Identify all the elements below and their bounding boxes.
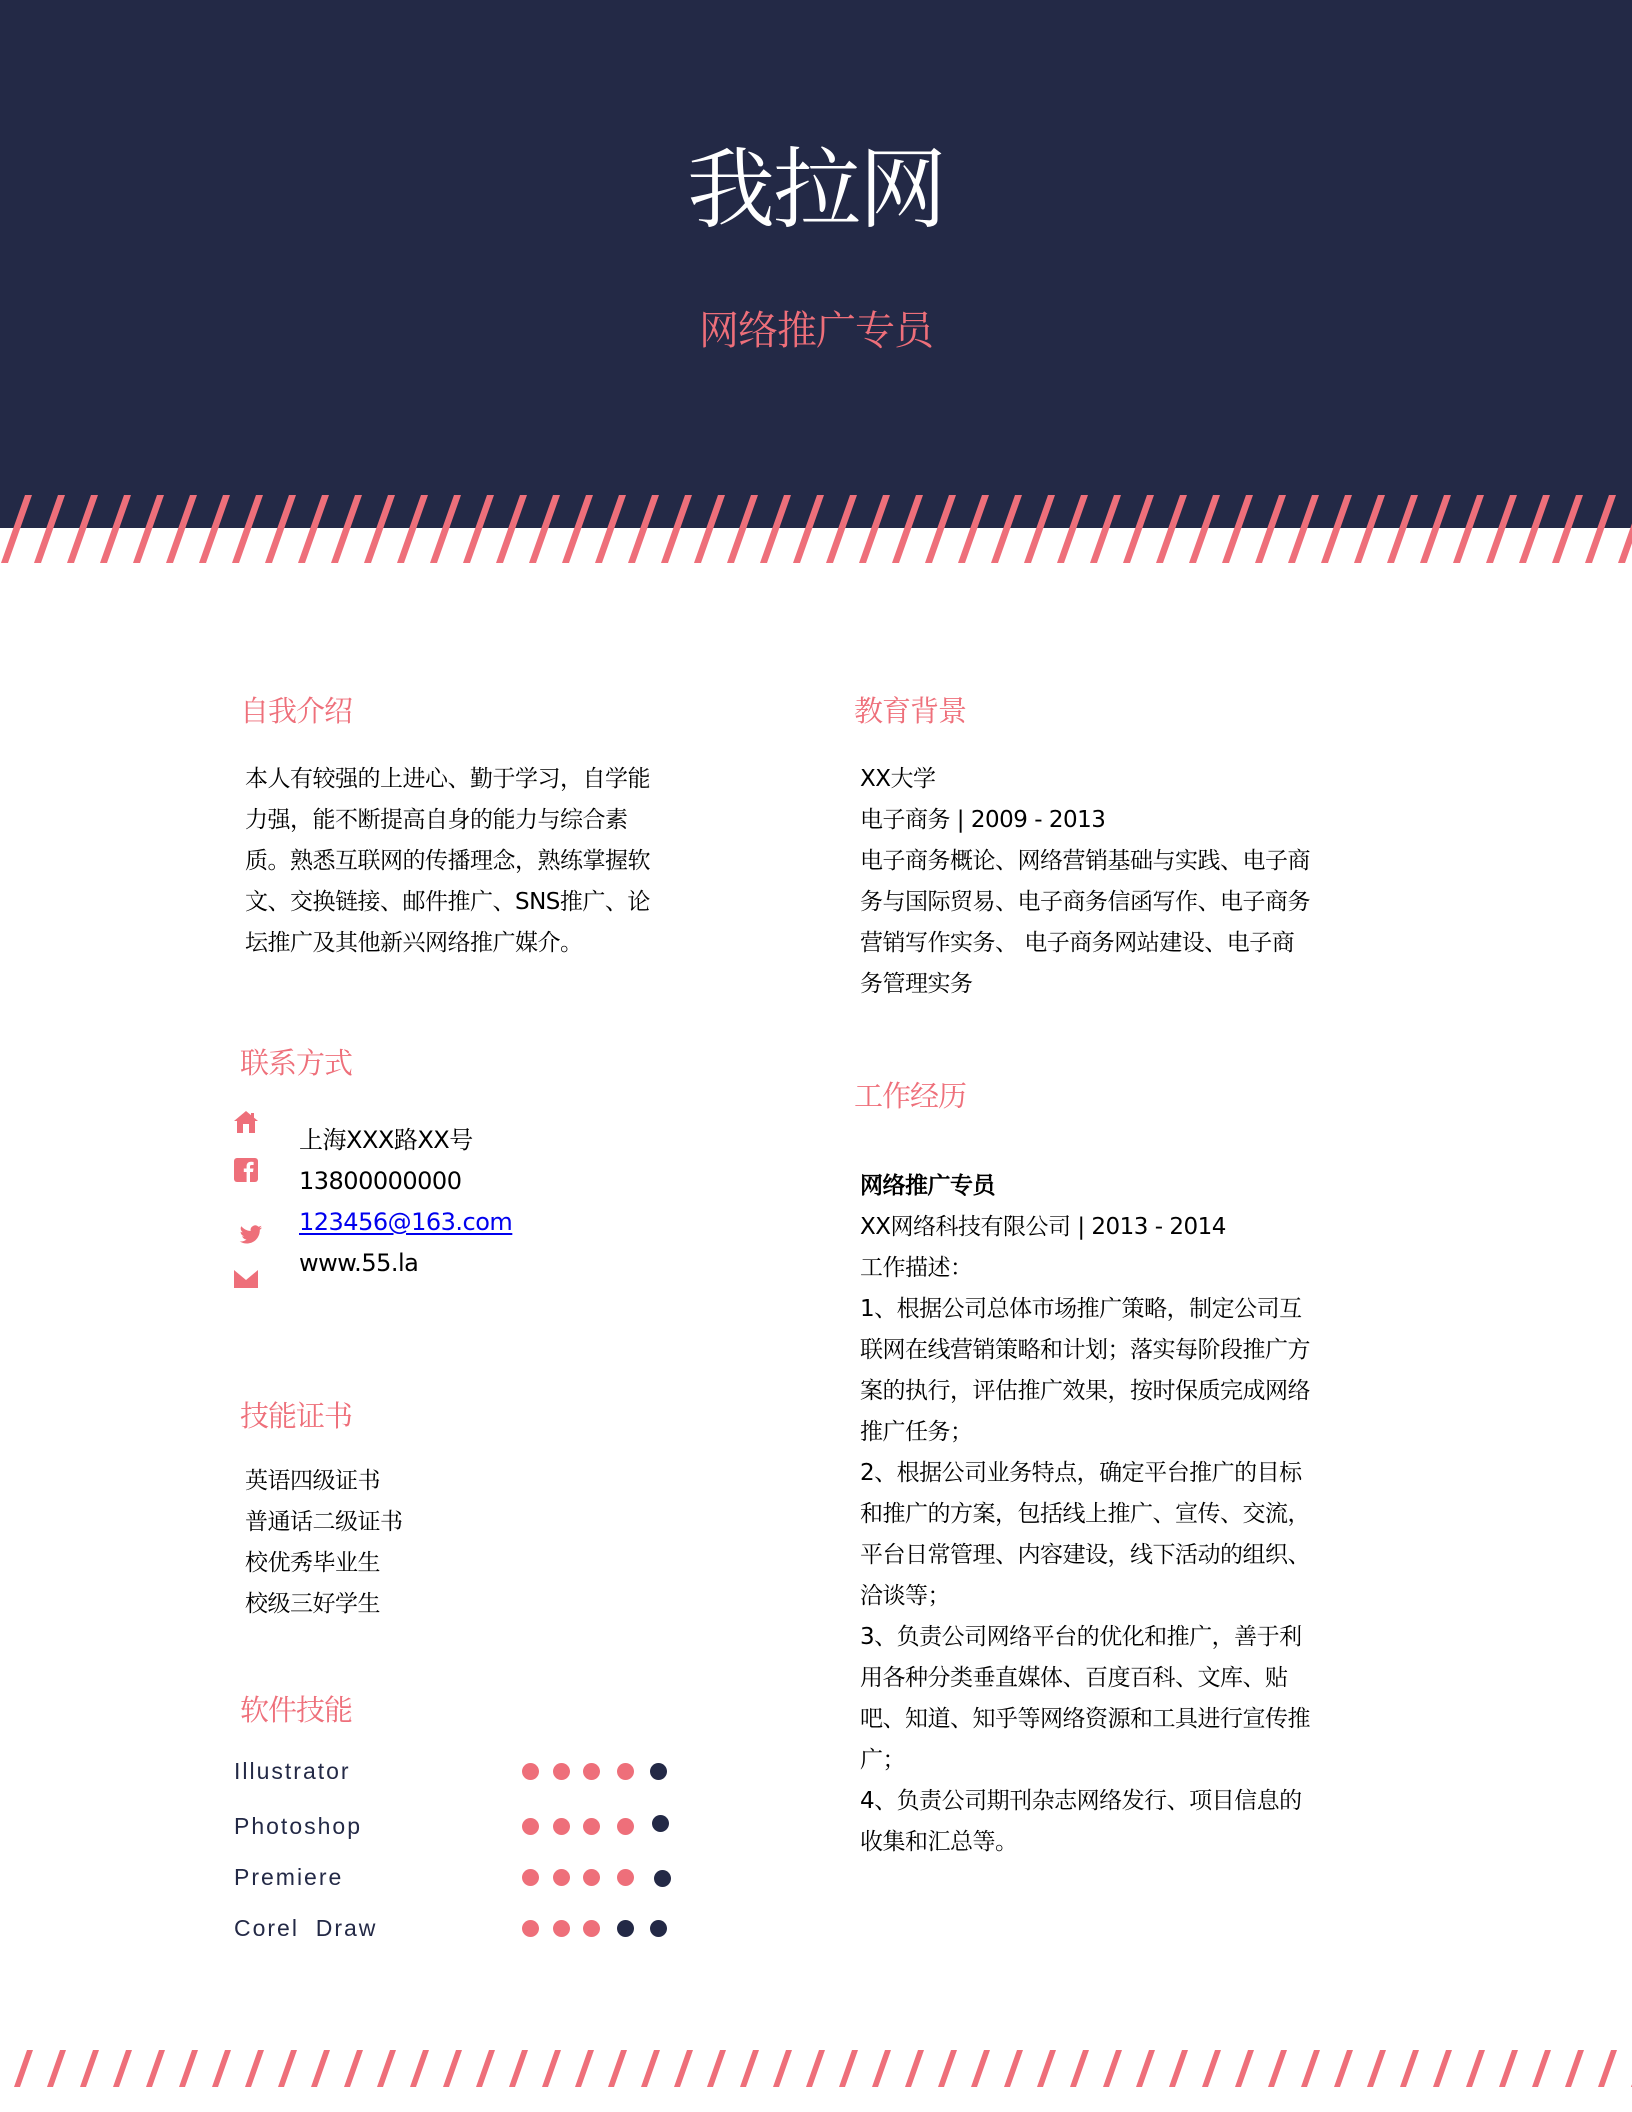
work-desc-line: 3、负责公司网络平台的优化和推广，善于利 — [860, 1624, 1302, 1650]
education-course-line: 务管理实务 — [860, 971, 973, 997]
education-course-line: 电子商务概论、网络营销基础与实践、电子商 — [860, 848, 1310, 874]
education-details — [860, 759, 1360, 1005]
work-desc-line: 案的执行，评估推广效果，按时保质完成网络 — [860, 1378, 1310, 1404]
intro-line: 本人有较强的上进心、勤于学习，自学能 — [245, 766, 650, 792]
skill-level-dot-empty — [654, 1870, 671, 1887]
contact-address: 上海XXX路XX号 — [299, 1126, 473, 1154]
software-skill-label: Corel Draw — [234, 1915, 378, 1941]
skill-level-dot-filled — [522, 1763, 539, 1780]
certificates-heading: 技能证书 — [240, 1399, 353, 1433]
skill-level-dot-filled — [522, 1869, 539, 1886]
work-desc-line: 2、根据公司业务特点，确定平台推广的目标 — [860, 1460, 1302, 1486]
skill-level-dot-filled — [617, 1818, 634, 1835]
software-skill-label: Photoshop — [234, 1813, 362, 1839]
software-skill-label: Illustrator — [234, 1758, 351, 1784]
skill-level-dot-filled — [553, 1763, 570, 1780]
home-icon — [233, 1109, 259, 1135]
skill-level-dot-filled — [583, 1920, 600, 1937]
skill-level-dot-filled — [553, 1920, 570, 1937]
contact-phone: 13800000000 — [299, 1167, 462, 1195]
twitter-icon[interactable] — [238, 1222, 264, 1248]
skill-level-dot-filled — [553, 1869, 570, 1886]
skill-level-dot-filled — [522, 1920, 539, 1937]
intro-line: 坛推广及其他新兴网络推广媒介。 — [245, 930, 583, 956]
work-heading: 工作经历 — [854, 1079, 967, 1113]
software-skill-row — [234, 1913, 694, 1943]
work-desc-line: 平台日常管理、内容建设，线下活动的组织、 — [860, 1542, 1310, 1568]
skill-level-dot-filled — [617, 1869, 634, 1886]
contact-email-link[interactable]: 123456@163.com — [299, 1208, 513, 1236]
education-heading: 教育背景 — [854, 694, 967, 728]
work-desc-line: 收集和汇总等。 — [860, 1829, 1018, 1855]
software-skill-label: Premiere — [234, 1864, 344, 1890]
header-band — [0, 0, 1632, 528]
resume-job-title: 网络推广专员 — [699, 308, 933, 354]
skill-level-dot-empty — [650, 1920, 667, 1937]
intro-line: 质。熟悉互联网的传播理念，熟练掌握软 — [245, 848, 650, 874]
work-details — [860, 1166, 1360, 1863]
certificate-item: 普通话二级证书 — [245, 1509, 403, 1535]
software-skill-row — [234, 1756, 694, 1786]
work-desc-line: 4、负责公司期刊杂志网络发行、项目信息的 — [860, 1788, 1302, 1814]
certificate-item: 校优秀毕业生 — [245, 1550, 380, 1576]
work-desc-line: 洽谈等； — [860, 1583, 950, 1609]
education-major-period: 电子商务 | 2009 - 2013 — [860, 807, 1106, 833]
work-company-period: XX网络科技有限公司 | 2013 - 2014 — [860, 1214, 1226, 1240]
skill-level-dot-filled — [522, 1818, 539, 1835]
mail-icon[interactable] — [233, 1266, 259, 1292]
education-school: XX大学 — [860, 766, 936, 792]
top-stripe-decoration — [0, 495, 1632, 563]
intro-line: 文、交换链接、邮件推广、SNS推广、论 — [245, 889, 650, 915]
work-desc-line: 联网在线营销策略和计划；落实每阶段推广方 — [860, 1337, 1310, 1363]
skill-level-dot-filled — [583, 1869, 600, 1886]
education-course-line: 务与国际贸易、电子商务信函写作、电子商务 — [860, 889, 1310, 915]
skill-level-dot-filled — [583, 1763, 600, 1780]
intro-text — [245, 759, 705, 964]
software-heading: 软件技能 — [240, 1693, 353, 1727]
software-skill-row — [234, 1811, 694, 1841]
work-description — [860, 1289, 1360, 1863]
software-skill-row — [234, 1862, 694, 1892]
skill-level-dot-filled — [617, 1763, 634, 1780]
certificates-list — [245, 1461, 645, 1625]
skill-level-dot-empty — [652, 1815, 669, 1832]
facebook-icon[interactable] — [233, 1157, 259, 1183]
bottom-stripe-decoration — [0, 2050, 1632, 2087]
certificate-item: 校级三好学生 — [245, 1591, 380, 1617]
intro-heading: 自我介绍 — [240, 694, 353, 728]
contact-website: www.55.la — [299, 1249, 419, 1277]
work-desc-line: 推广任务； — [860, 1419, 973, 1445]
work-position: 网络推广专员 — [860, 1173, 995, 1199]
skill-level-dot-filled — [583, 1818, 600, 1835]
work-desc-line: 和推广的方案，包括线上推广、宣传、交流， — [860, 1501, 1310, 1527]
skill-level-dot-empty — [617, 1920, 634, 1937]
intro-line: 力强，能不断提高自身的能力与综合素 — [245, 807, 628, 833]
work-desc-line: 广； — [860, 1747, 905, 1773]
contact-heading: 联系方式 — [240, 1046, 353, 1080]
work-desc-label: 工作描述： — [860, 1255, 973, 1281]
work-desc-line: 1、根据公司总体市场推广策略，制定公司互 — [860, 1296, 1302, 1322]
certificate-item: 英语四级证书 — [245, 1468, 380, 1494]
resume-name: 我拉网 — [686, 138, 945, 241]
education-course-line: 营销写作实务、 电子商务网站建设、电子商 — [860, 930, 1295, 956]
work-desc-line: 用各种分类垂直媒体、百度百科、文库、贴 — [860, 1665, 1288, 1691]
work-desc-line: 吧、知道、知乎等网络资源和工具进行宣传推 — [860, 1706, 1310, 1732]
skill-level-dot-empty — [650, 1763, 667, 1780]
skill-level-dot-filled — [553, 1818, 570, 1835]
